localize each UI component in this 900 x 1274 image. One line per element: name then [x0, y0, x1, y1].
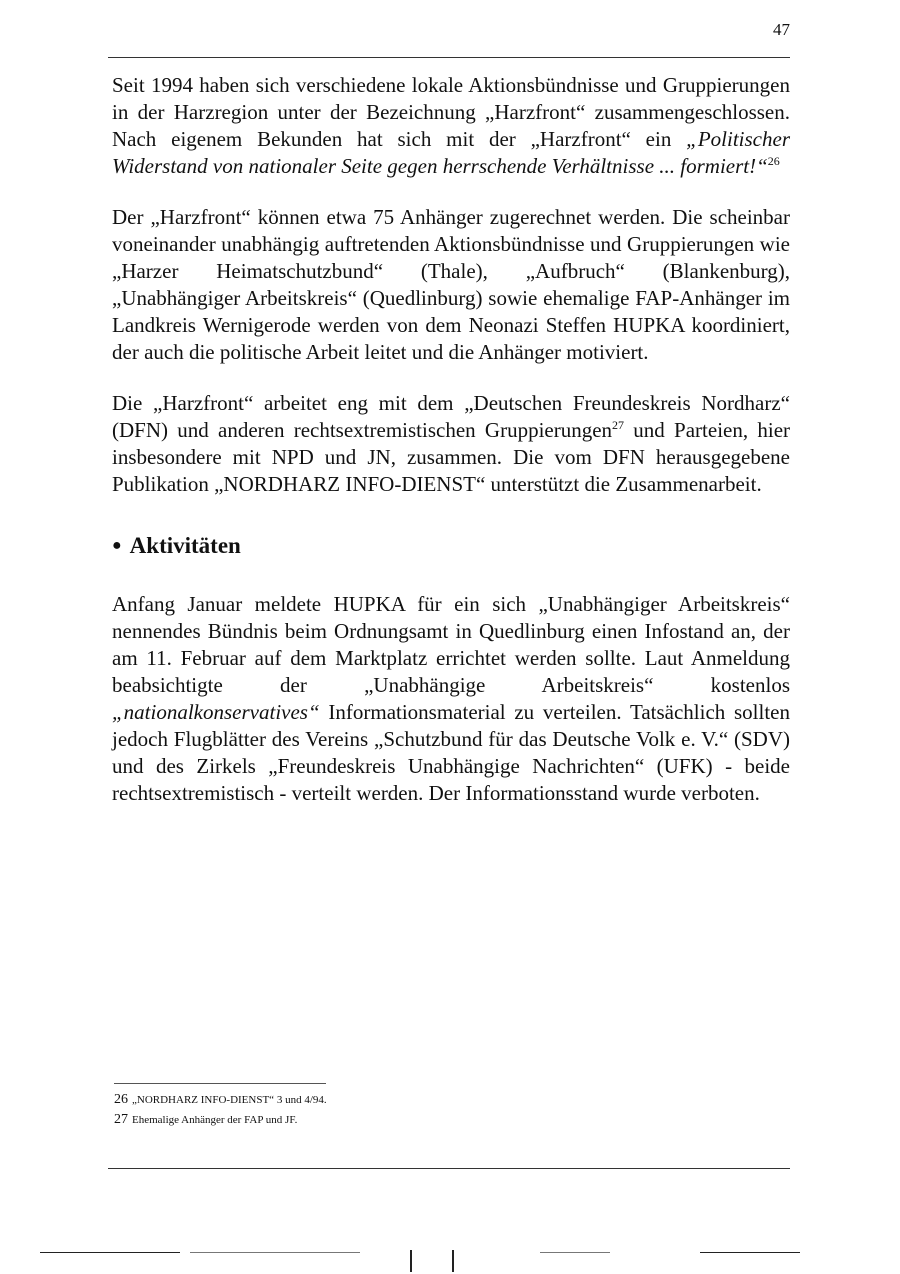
footnote-number: 26 [114, 1092, 128, 1107]
header-rule [108, 57, 790, 58]
paragraph-1-quote: „Politischer Widerstand von nationaler Seite gegen herrschende Verhältnisse ... formiert!“ [112, 127, 790, 178]
section-heading [112, 532, 790, 559]
paragraph-3-text-a: Die „Harzfront“ arbeitet eng mit dem „Deutschen Freundeskreis Nordharz“ (DFN) und anderen rechtsextremistischen Gruppierungen [112, 391, 790, 442]
bullet-icon: ● [112, 537, 122, 554]
paragraph-4-text-b: Informationsmaterial zu verteilen. Tatsächlich sollten jedoch Flugblätter des Vereins „Schutzbund für das Deutsche Volk e. V.“ (SDV) und des Zirkels „Freundeskreis Unabhängige Nachrichten“ (UFK) - beide rechtsextremistisch - verteilt werden. Der Informationsstand wurde verboten. [112, 700, 790, 805]
footnote-26 [114, 1090, 714, 1110]
footnote-number: 27 [114, 1112, 128, 1127]
footnote-text: „NORDHARZ INFO-DIENST“ 3 und 4/94. [132, 1094, 327, 1106]
paragraph-1 [112, 72, 790, 180]
paragraph-4-text-a: Anfang Januar meldete HUPKA für ein sich „Unabhängiger Arbeitskreis“ nennendes Bündnis beim Ordnungsamt in Quedlinburg einen Infostand an, der am 11. Februar auf dem Marktplatz errichtet werden sollte. Laut Anmeldung beabsichtigte der „Unabhängige Arbeitskreis“ kostenlos [112, 592, 790, 697]
paragraph-4-quote: „nationalkonservatives“ [112, 700, 320, 724]
paragraph-4 [112, 591, 790, 807]
footer-rule [108, 1168, 790, 1169]
footnote-ref-27[interactable]: 27 [612, 418, 625, 432]
page-number: 47 [773, 20, 790, 39]
paragraph-3-text-b: und Parteien, hier insbesondere mit NPD und JN, zusammen. Die vom DFN herausgegebene Publikation „NORDHARZ INFO-DIENST“ unterstützt die Zusammenarbeit. [112, 418, 791, 496]
scan-artifacts [0, 1250, 900, 1274]
paragraph-1-text: Seit 1994 haben sich verschiedene lokale Aktionsbündnisse und Gruppierungen in der Harzregion unter der Bezeichnung „Harzfront“ zusammengeschlossen. Nach eigenem Bekunden hat sich mit der „Harzfront“ ein [112, 73, 790, 151]
footnote-27 [114, 1110, 714, 1130]
paragraph-3 [112, 390, 790, 498]
footnote-ref-26[interactable]: 26 [767, 154, 780, 168]
paragraph-2: Der „Harzfront“ können etwa 75 Anhänger zugerechnet werden. Die scheinbar voneinander unabhängig auftretenden Aktionsbündnisse und Gruppierungen wie „Harzer Heimatschutzbund“ (Thale), „Aufbruch“ (Blankenburg), „Unabhängiger Arbeitskreis“ (Quedlinburg) sowie ehemalige FAP-Anhänger im Landkreis Wernigerode werden von dem Neonazi Steffen HUPKA koordiniert, der auch die politische Arbeit leitet und die Anhänger motiviert. [112, 205, 790, 364]
footnotes [114, 1090, 714, 1130]
page-body [112, 72, 790, 807]
section-heading-text: Aktivitäten [129, 533, 241, 558]
footnote-text: Ehemalige Anhänger der FAP und JF. [132, 1114, 298, 1126]
footnote-rule [114, 1083, 326, 1084]
